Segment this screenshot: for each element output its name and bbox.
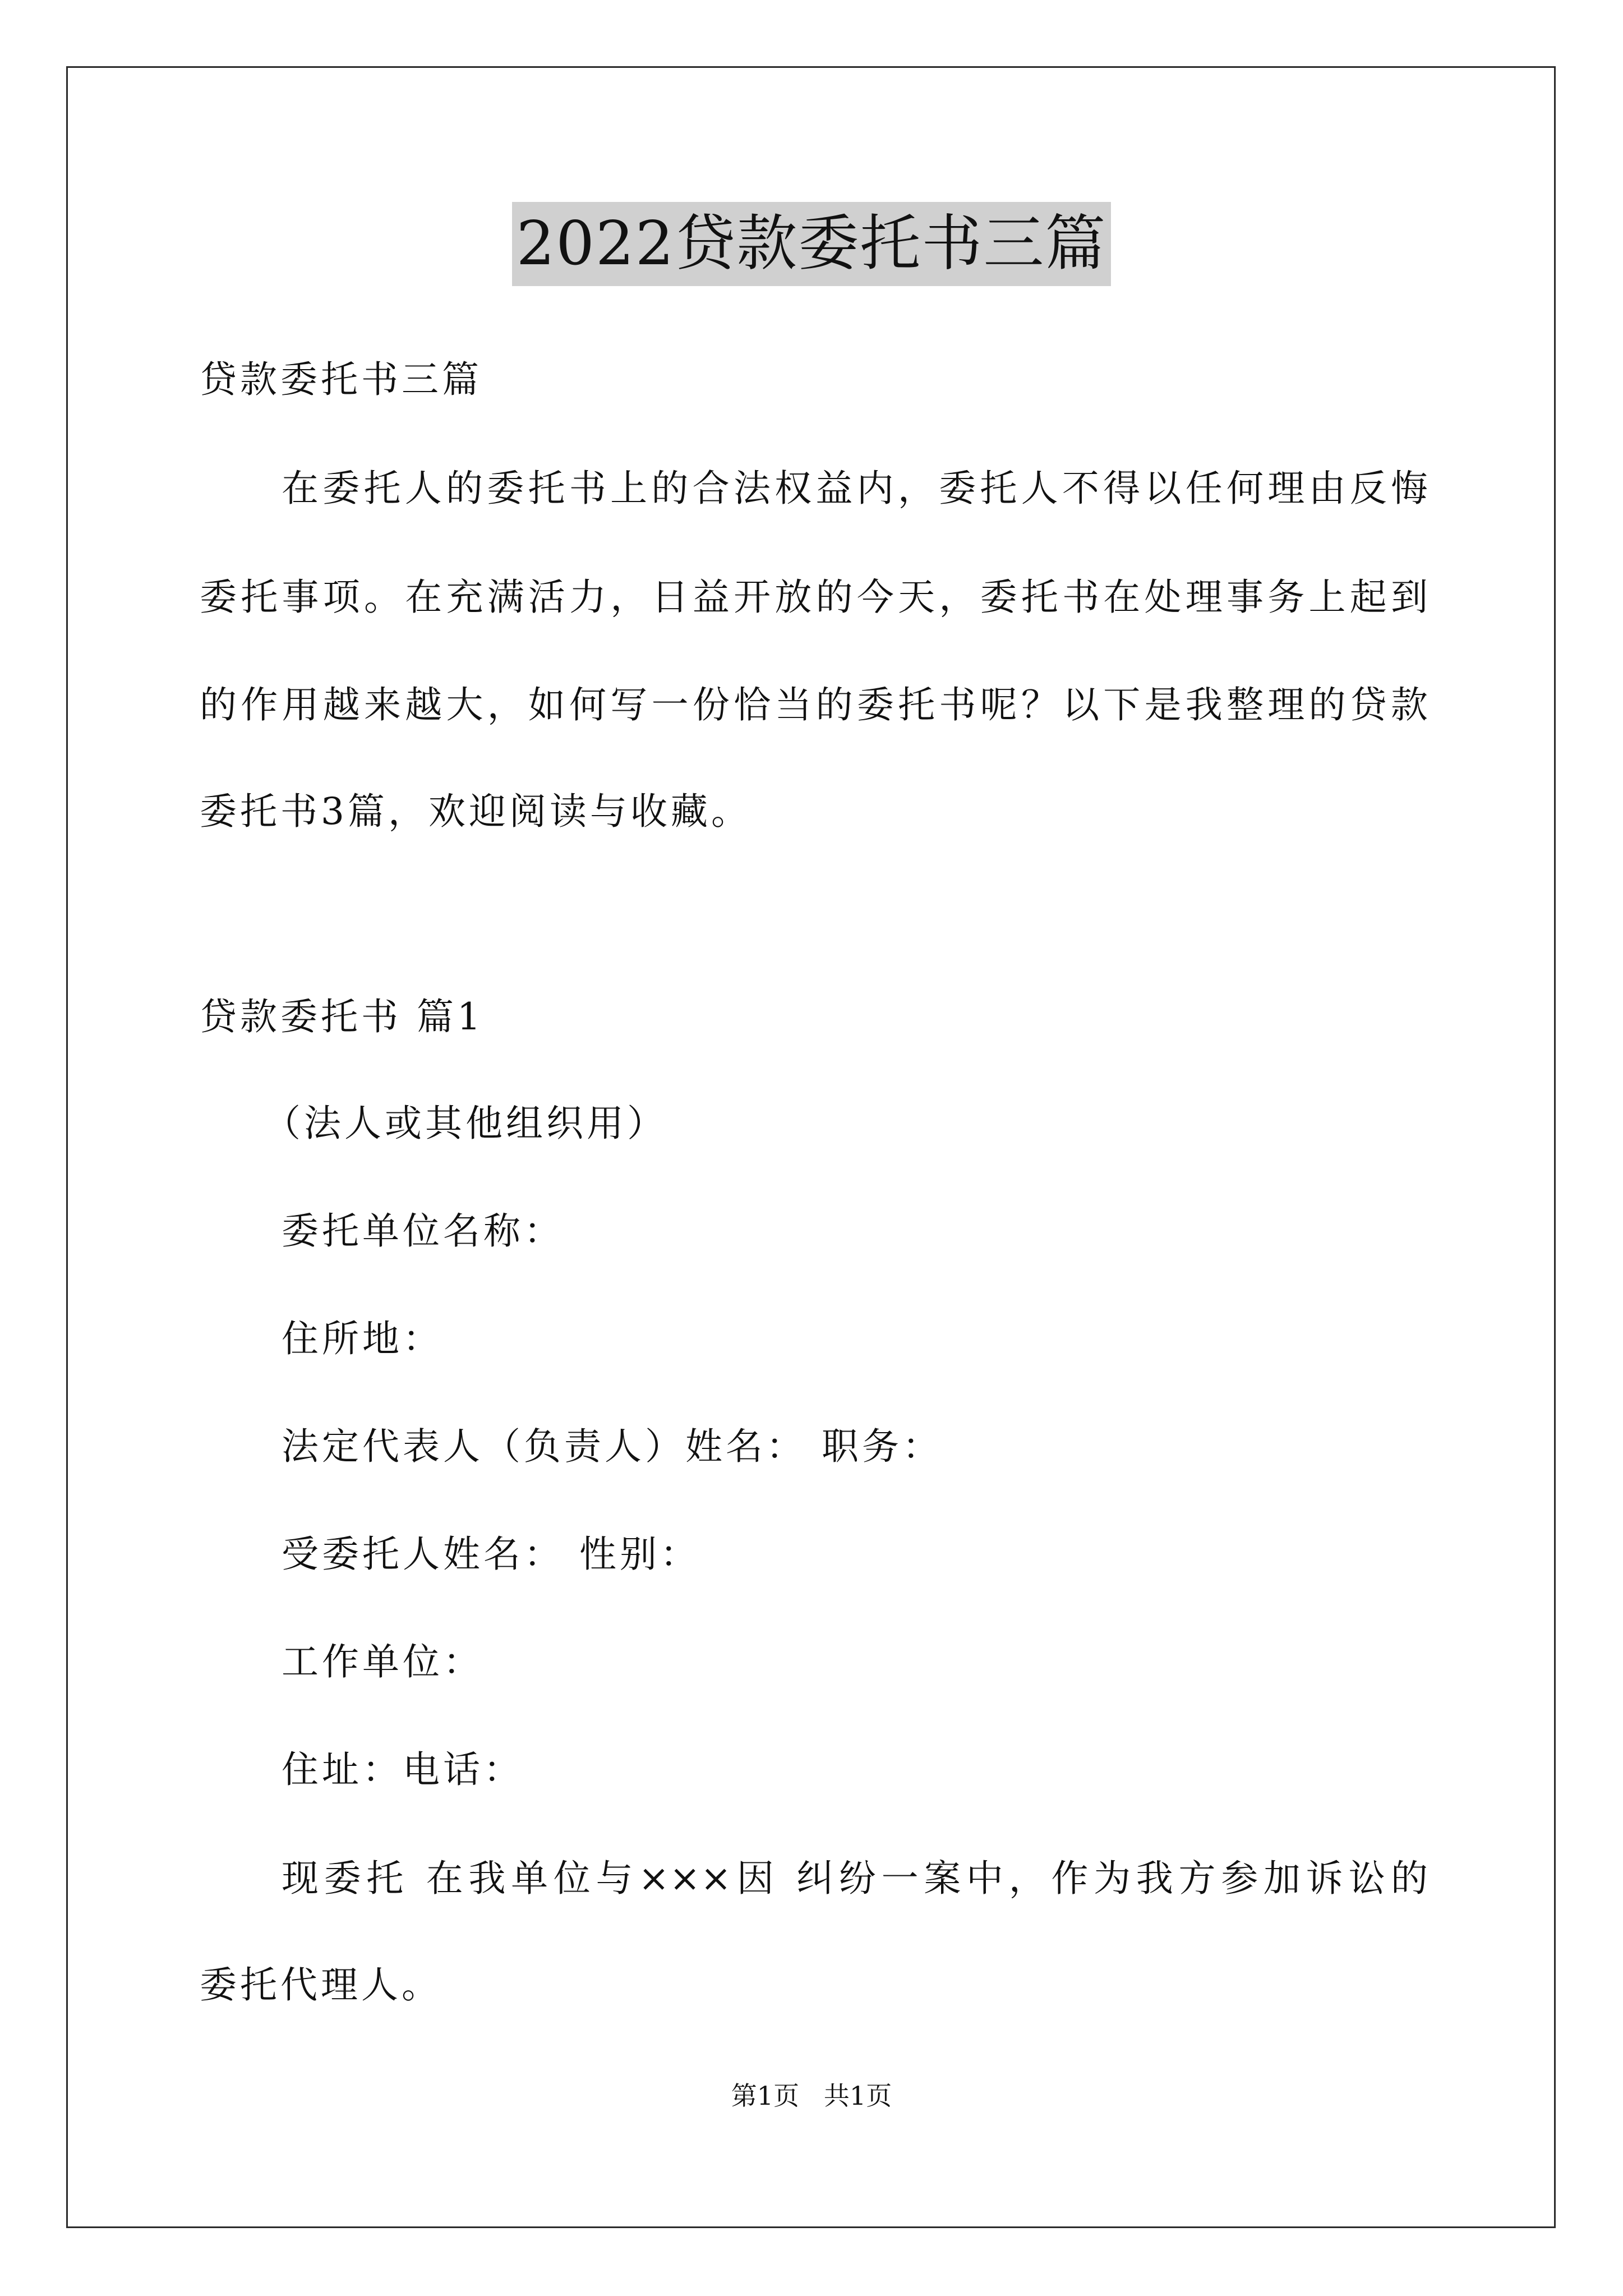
closing-line-2: 委托代理人。 [200, 1963, 442, 2007]
intro-line-3: 的作用越来越大，如何写一份恰当的委托书呢？以下是我整理的贷款 [200, 683, 1428, 726]
intro-line-4: 委托书3篇，欢迎阅读与收藏。 [200, 790, 751, 833]
page-footer: 第1页 共1页 [731, 2081, 892, 2111]
field-address: 住所地： [282, 1317, 443, 1360]
field-residence-phone: 住址：电话： [282, 1748, 524, 1791]
closing-line-1: 现委托 在我单位与×××因 纠纷一案中，作为我方参加诉讼的 [282, 1857, 1428, 1900]
document-subtitle: 贷款委托书三篇 [200, 358, 482, 401]
field-entrusting-unit: 委托单位名称： [282, 1209, 564, 1253]
field-agent-name: 受委托人姓名： 性别： [282, 1533, 700, 1576]
section-heading: 贷款委托书 篇1 [200, 995, 484, 1038]
usage-note: （法人或其他组织用） [264, 1102, 667, 1145]
title-container [0, 202, 1623, 286]
field-work-unit: 工作单位： [282, 1640, 483, 1683]
document-title: 2022贷款委托书三篇 [512, 202, 1112, 286]
intro-line-2: 委托事项。在充满活力，日益开放的今天，委托书在处理事务上起到 [200, 576, 1428, 619]
intro-line-1: 在委托人的委托书上的合法权益内，委托人不得以任何理由反悔 [282, 467, 1428, 510]
field-legal-representative: 法定代表人（负责人）姓名： 职务： [282, 1425, 943, 1468]
